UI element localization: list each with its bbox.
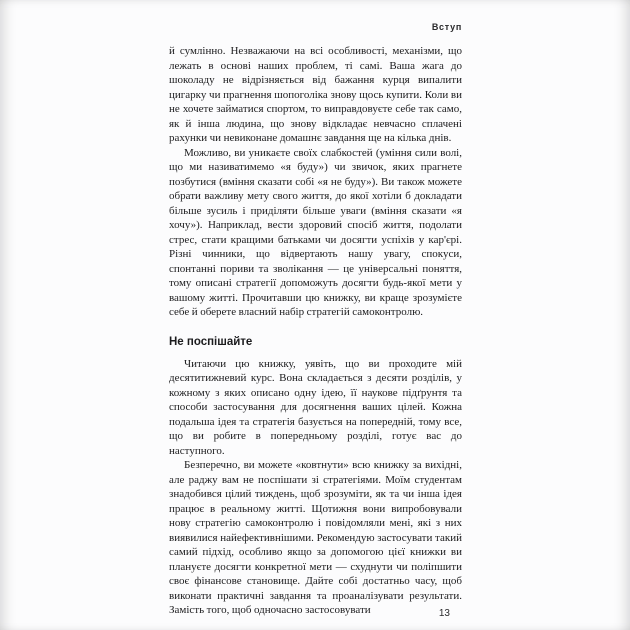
page-number: 13 <box>438 608 450 619</box>
body-paragraph: Читаючи цю книжку, уявіть, що ви проходите мій десятитижневий курс. Вона складається з десяти розділів, у кожному з яких описано одну ідею, її наукове підґрунтя та способи застосування для досягнення ваших цілей. Кожна подальша ідея та стратегія базується на попередній, тому все, що ви робите в попередньому розділі, готує вас до наступного. <box>169 357 462 457</box>
body-paragraph: Безперечно, ви можете «ковтнути» всю книжку за вихідні, але раджу вам не поспішати зі стратегіями. Моїм студентам знадобився цілий тиждень, щоб зрозуміти, як та чи інша ідея працює в реальному житті. Щотижня вони випробовували нову стратегію самоконтролю і повідомляли мені, які з них виявилися найефективнішими. Рекомендую застосувати такий самий підхід, особливо якщо за допомогою цієї книжки ви плануєте досягти конкретної мети — схуднути чи поліпшити своє фінансове становище. Дайте собі достатньо часу, щоб виконати практичні завдання та проаналізувати результати. Замість того, щоб одночасно застосовувати <box>169 459 462 616</box>
text-column <box>169 44 462 618</box>
section-heading: Не поспішайте <box>169 335 253 348</box>
running-head: Вступ <box>431 22 462 32</box>
body-paragraph: Можливо, ви уникаєте своїх слабкостей (уміння сили волі, що ми називатимемо «я буду») чи звичок, яких прагнете позбутися (вміння сказати собі «я не буду»). Ви також можете обрати важливу мету свого життя, до якої хотіли б докладати більше зусиль і приділяти більше уваги (вміння сказати «я хочу»). Наприклад, вести здоровий спосіб життя, подолати стрес, стати кращими батьками чи досягти успіхів у кар'єрі. Різні чинники, що відвертають нашу увагу, спокуси, спонтанні пориви та зволікання — це універсальні поняття, тому описані стратегії допоможуть досягти будь-якої мети у вашому житті. Прочитавши цю книжку, ви краще зрозумієте себе й оберете власний набір стратегій самоконтролю. <box>169 146 462 318</box>
body-paragraph: й сумлінно. Незважаючи на всі особливості, механізми, що лежать в основі наших проблем, ті самі. Ваша жага до шоколаду не відрізняється від бажання курця випалити цигарку чи прагнення шопоголіка знову щось купити. Коли ви не хочете займатися спортом, то виправдовуєте себе так само, як й інша людина, що знову відкладає невчасно сплачені рахунки чи невиконане домашнє завдання ще на кілька днів. <box>169 45 462 144</box>
